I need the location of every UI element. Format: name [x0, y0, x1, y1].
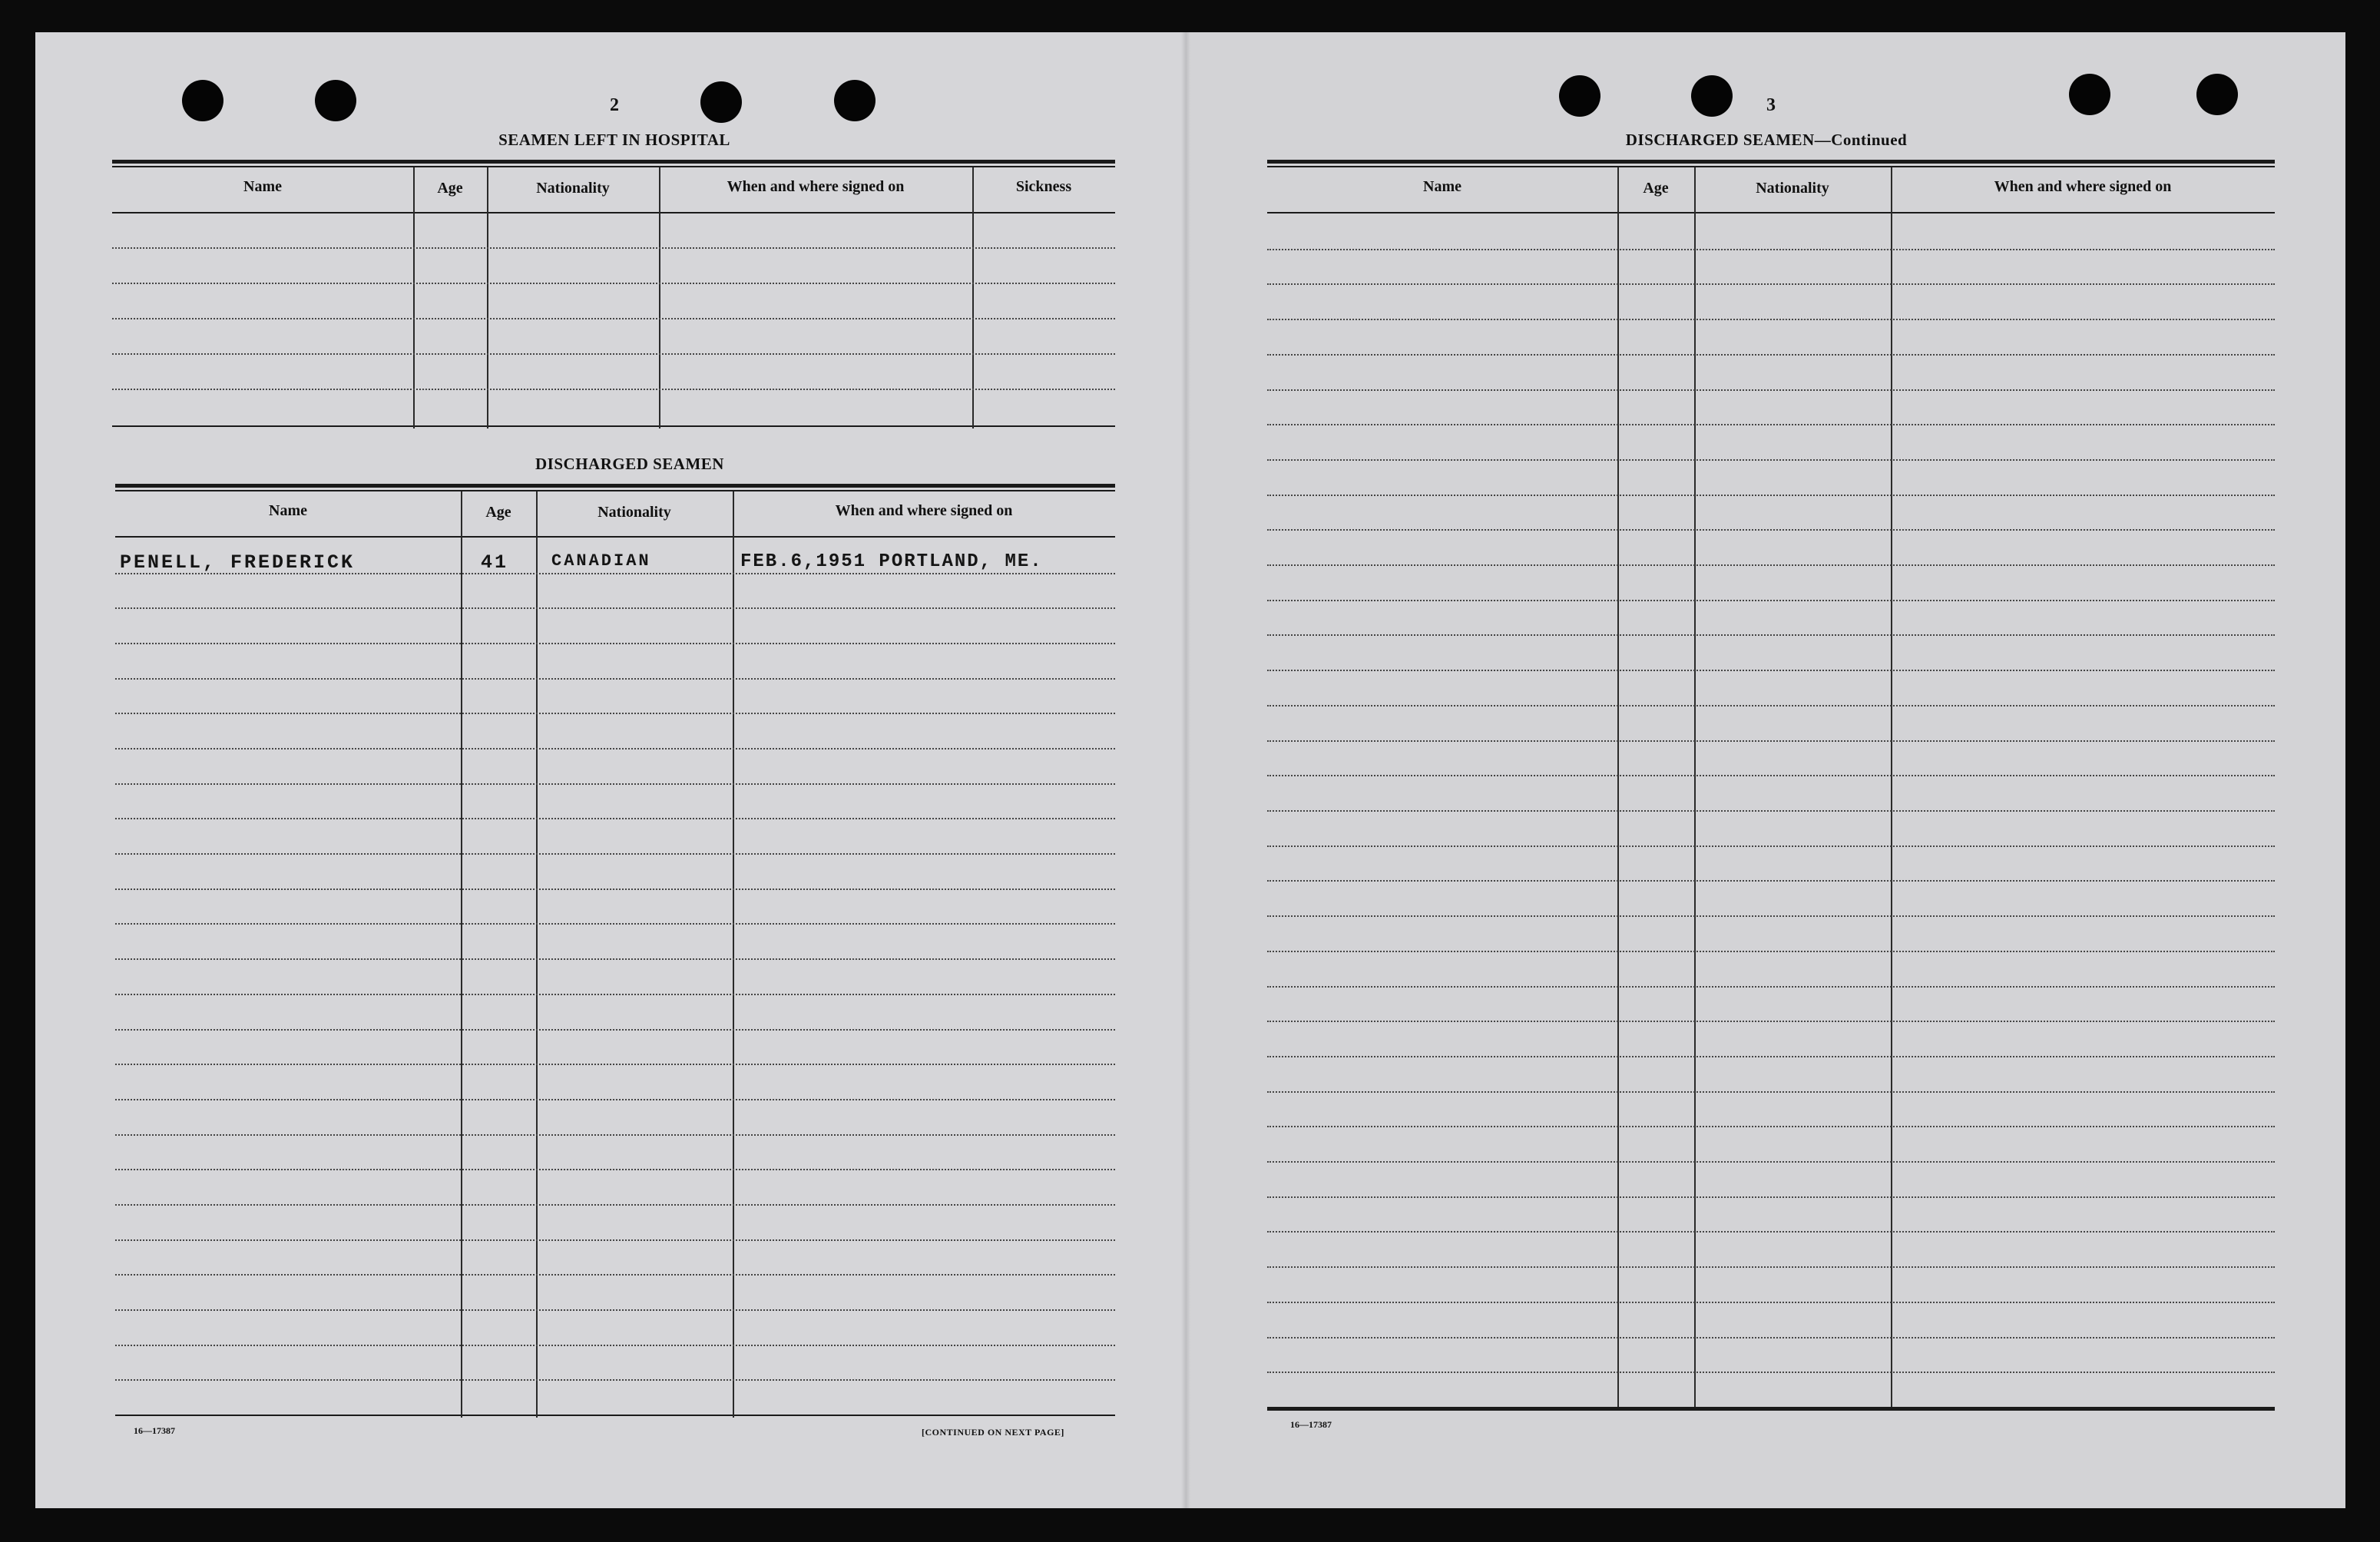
table-row	[1267, 915, 2275, 917]
discharged-header-age: Age	[485, 504, 511, 521]
table-row	[1267, 845, 2275, 847]
continued-section-title-main: DISCHARGED SEAMEN	[1625, 131, 1815, 149]
table-row	[115, 818, 1115, 819]
table-row	[115, 1274, 1115, 1276]
table-row	[115, 1099, 1115, 1100]
continued-header-age: Age	[1643, 180, 1669, 197]
table-row	[1267, 1231, 2275, 1233]
table-row	[115, 994, 1115, 995]
hospital-header-name: Name	[243, 178, 282, 195]
page-number-left: 2	[610, 95, 619, 115]
continued-header-nationality: Nationality	[1756, 180, 1829, 197]
table-row	[1267, 1056, 2275, 1057]
hospital-header-sickness: Sickness	[1015, 178, 1072, 195]
table-row	[1267, 424, 2275, 425]
hospital-header-age: Age	[437, 180, 463, 197]
discharged-header-signed-on: When and where signed on	[835, 502, 1013, 519]
table-row	[115, 678, 1115, 680]
table-row	[115, 783, 1115, 785]
punch-hole	[2069, 74, 2110, 115]
hospital-header-signed-on: When and where signed on	[727, 178, 905, 195]
table-row	[1267, 283, 2275, 285]
table-row	[1267, 1337, 2275, 1338]
table-row	[1267, 600, 2275, 601]
table-row	[1267, 354, 2275, 356]
seaman-nationality: CANADIAN	[551, 551, 651, 571]
table-row	[1267, 986, 2275, 988]
table-row	[1267, 670, 2275, 671]
punch-hole	[315, 80, 356, 121]
punch-hole	[2196, 74, 2238, 115]
table-row	[115, 1239, 1115, 1241]
continued-section-title-suffix: —Continued	[1814, 131, 1908, 149]
punch-hole	[1691, 75, 1733, 117]
table-row	[115, 643, 1115, 644]
hospital-table	[112, 158, 1115, 432]
continued-header-name: Name	[1423, 178, 1461, 195]
table-row	[1267, 810, 2275, 812]
seaman-signed-on: FEB.6,1951 PORTLAND, ME.	[740, 551, 1043, 572]
table-row	[1267, 1302, 2275, 1303]
hospital-section-title: SEAMEN LEFT IN HOSPITAL	[498, 131, 730, 149]
discharged-table	[115, 482, 1115, 1421]
table-row	[1267, 880, 2275, 882]
punch-hole	[700, 81, 742, 123]
continued-section-title	[1567, 131, 1966, 150]
table-row	[1267, 1091, 2275, 1093]
form-code-left: 16—17387	[134, 1425, 175, 1436]
table-row	[115, 1064, 1115, 1065]
table-row	[115, 573, 1115, 574]
seaman-age: 41	[481, 551, 509, 574]
table-row	[1267, 495, 2275, 496]
table-row	[115, 1134, 1115, 1136]
table-row	[115, 853, 1115, 855]
page-fold	[1181, 32, 1190, 1508]
table-row	[115, 888, 1115, 890]
table-row	[115, 1029, 1115, 1031]
table-row	[1267, 634, 2275, 636]
table-row	[1267, 319, 2275, 320]
table-row	[1267, 1021, 2275, 1022]
table-row	[1267, 1196, 2275, 1198]
table-row	[1267, 1161, 2275, 1163]
table-row	[115, 958, 1115, 960]
table-row	[115, 923, 1115, 925]
discharged-header-name: Name	[269, 502, 307, 519]
table-row	[115, 607, 1115, 609]
seaman-name: PENELL, FREDERICK	[120, 551, 356, 574]
continued-header-signed-on: When and where signed on	[1994, 178, 2172, 195]
table-row	[1267, 459, 2275, 461]
table-row	[115, 1204, 1115, 1206]
discharged-header-nationality: Nationality	[597, 504, 671, 521]
table-row	[1267, 1372, 2275, 1373]
table-row	[1267, 529, 2275, 531]
table-row	[1267, 775, 2275, 776]
table-row	[115, 1169, 1115, 1170]
table-row	[1267, 564, 2275, 566]
table-row	[1267, 740, 2275, 742]
table-row	[115, 1309, 1115, 1311]
punch-hole	[834, 80, 876, 121]
table-row	[1267, 249, 2275, 250]
table-row	[1267, 389, 2275, 391]
table-row	[1267, 1266, 2275, 1268]
continued-note: [CONTINUED ON NEXT PAGE]	[922, 1427, 1064, 1438]
punch-hole	[182, 80, 223, 121]
punch-hole	[1559, 75, 1600, 117]
table-row	[115, 713, 1115, 714]
table-row	[115, 1345, 1115, 1346]
table-row	[115, 748, 1115, 749]
discharged-section-title: DISCHARGED SEAMEN	[535, 455, 724, 473]
hospital-header-nationality: Nationality	[536, 180, 610, 197]
table-row	[115, 1379, 1115, 1381]
table-row	[1267, 951, 2275, 952]
discharged-continued-table	[1267, 158, 2275, 1415]
form-code-right: 16—17387	[1290, 1419, 1332, 1430]
table-row	[1267, 1126, 2275, 1127]
page-number-right: 3	[1766, 95, 1776, 115]
table-row	[1267, 705, 2275, 706]
